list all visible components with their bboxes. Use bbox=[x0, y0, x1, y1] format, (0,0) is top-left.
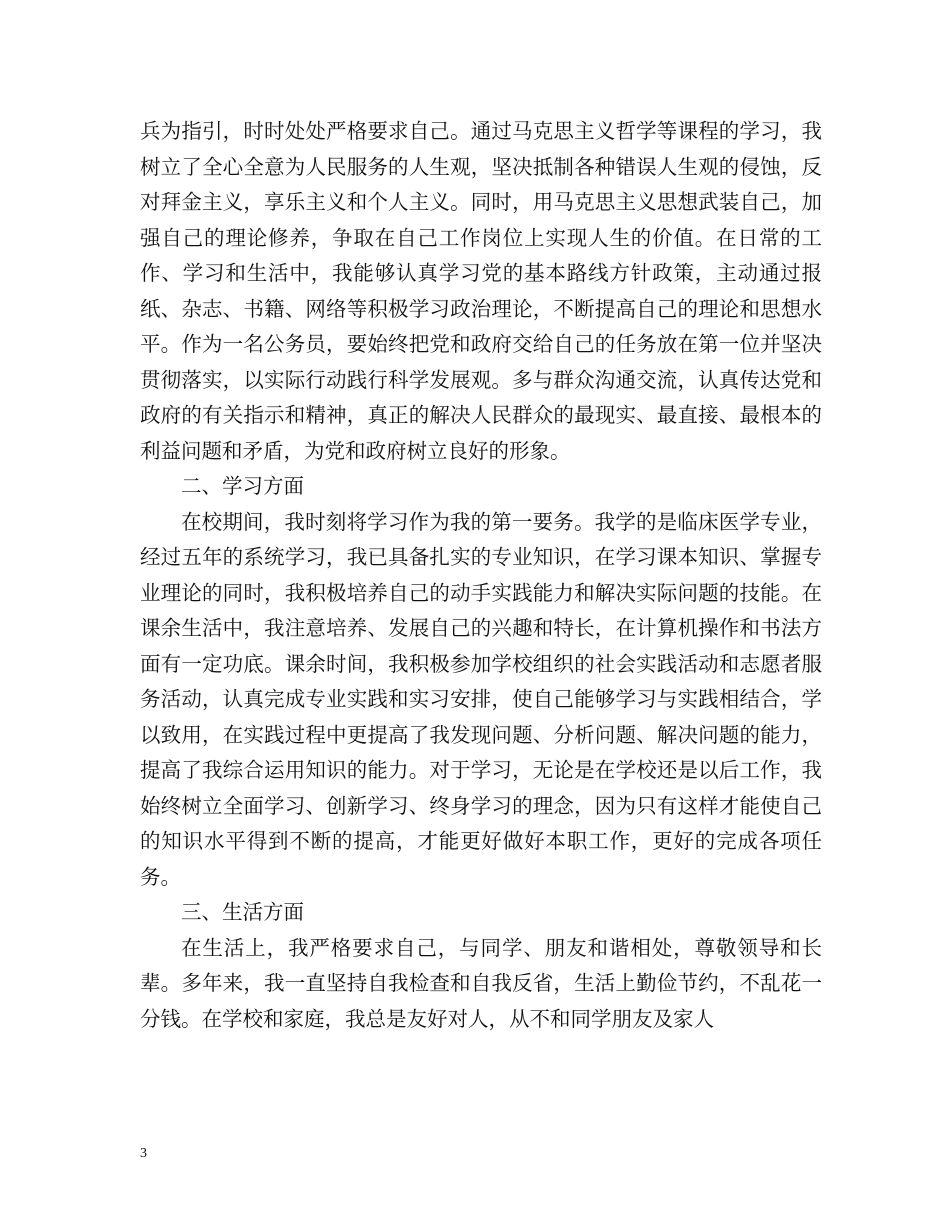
page-number: 3 bbox=[140, 1146, 147, 1161]
section-heading-life: 三、生活方面 bbox=[181, 900, 304, 924]
paragraph-study: 在校期间，我时刻将学习作为我的第一要务。我学的是临床医学专业，经过五年的系统学习，我已具备扎实的专业知识，在学习课本知识、掌握专业理论的同时，我积极培养自己的动手实践能力和解决实际问题的技能。在课余生活中，我注意培养、发展自己的兴趣和特长，在计算机操作和书法方面有一定功底。课余时间，我积极参加学校组织的社会实践活动和志愿者服务活动，认真完成专业实践和实习安排，使自己能够学习与实践相结合，学以致用，在实践过程中更提高了我发现问题、分析问题、解决问题的能力，提高了我综合运用知识的能力。对于学习，无论是在学校还是以后工作，我始终树立全面学习、创新学习、终身学习的理念，因为只有这样才能使自己的知识水平得到不断的提高，才能更好做好本职工作，更好的完成各项任务。 bbox=[140, 509, 822, 889]
section-heading-study: 二、学习方面 bbox=[181, 474, 304, 498]
paragraph-life: 在生活上，我严格要求自己，与同学、朋友和谐相处，尊敬领导和长辈。多年来，我一直坚持自我检查和自我反省，生活上勤俭节约，不乱花一分钱。在学校和家庭，我总是友好对人，从不和同学朋友及家人 bbox=[140, 935, 822, 1031]
document-body bbox=[140, 114, 822, 1037]
paragraph-continuation: 兵为指引，时时处处严格要求自己。通过马克思主义哲学等课程的学习，我树立了全心全意为人民服务的人生观，坚决抵制各种错误人生观的侵蚀，反对拜金主义，享乐主义和个人主义。同时，用马克思主义思想武装自己，加强自己的理论修养，争取在自己工作岗位上实现人生的价值。在日常的工作、学习和生活中，我能够认真学习党的基本路线方针政策，主动通过报纸、杂志、书籍、网络等积极学习政治理论，不断提高自己的理论和思想水平。作为一名公务员，要始终把党和政府交给自己的任务放在第一位并坚决贯彻落实，以实际行动践行科学发展观。多与群众沟通交流，认真传达党和政府的有关指示和精神，真正的解决人民群众的最现实、最直接、最根本的利益问题和矛盾，为党和政府树立良好的形象。 bbox=[140, 119, 822, 463]
